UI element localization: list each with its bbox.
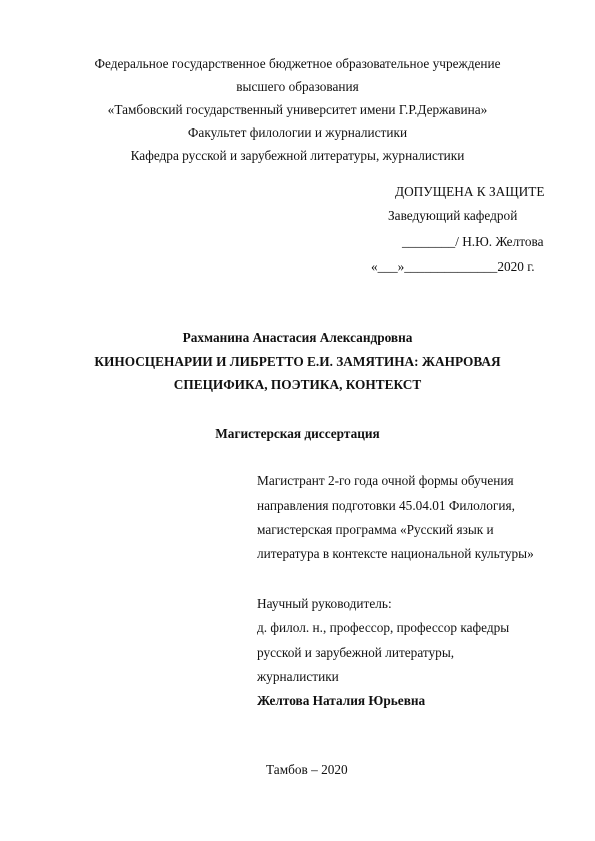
department-name: Кафедра русской и зарубежной литературы, журналистики — [130, 148, 465, 163]
city-year: Тамбов – 2020 — [266, 762, 348, 777]
author-name: Рахманина Анастасия Александровна — [182, 330, 413, 345]
institution-line-2: высшего образования — [236, 79, 359, 94]
institution-line-1: Федеральное государственное бюджетное образовательное учреждение — [94, 56, 501, 71]
supervisor-label: Научный руководитель: — [257, 596, 392, 611]
work-type: Магистерская диссертация — [215, 426, 380, 441]
approval-signature: ________/ Н.Ю. Желтова — [402, 234, 544, 249]
supervisor-name: Желтова Наталия Юрьевна — [257, 693, 426, 708]
approval-role: Заведующий кафедрой — [388, 208, 518, 223]
thesis-title-line-1: КИНОСЦЕНАРИИ И ЛИБРЕТТО Е.И. ЗАМЯТИНА: ЖАНРОВАЯ — [94, 354, 501, 369]
student-line-2: направления подготовки 45.04.01 Филология, — [257, 498, 515, 513]
supervisor-line-2: русской и зарубежной литературы, — [257, 645, 455, 660]
supervisor-line-3: журналистики — [257, 669, 339, 684]
approval-title: ДОПУЩЕНА К ЗАЩИТЕ — [395, 184, 545, 199]
approval-date: «___»______________2020 г. — [371, 259, 535, 274]
faculty-name: Факультет филологии и журналистики — [187, 125, 408, 140]
thesis-title-line-2: СПЕЦИФИКА, ПОЭТИКА, КОНТЕКСТ — [173, 377, 422, 392]
university-name: «Тамбовский государственный университет имени Г.Р.Державина» — [107, 102, 488, 117]
student-line-1: Магистрант 2-го года очной формы обучения — [257, 473, 514, 488]
supervisor-line-1: д. филол. н., профессор, профессор кафедры — [257, 620, 510, 635]
student-line-3: магистерская программа «Русский язык и — [257, 522, 494, 537]
student-line-4: литература в контексте национальной культуры» — [257, 546, 534, 561]
